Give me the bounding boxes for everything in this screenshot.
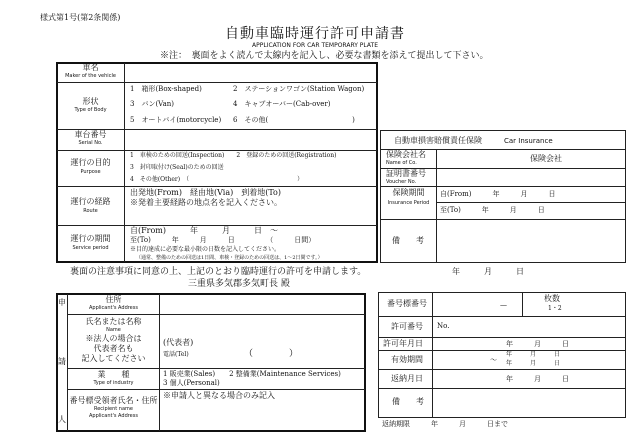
valid-period-label: 有効期間 (391, 355, 423, 364)
voucher-label: 証明書番号 (386, 169, 426, 178)
body-option-1[interactable]: 1 箱形(Box-shaped) (130, 85, 202, 93)
insurance-company-label-en: Name of Co. (386, 160, 417, 166)
period-label-en: Service period (72, 245, 109, 251)
industry-option-1-2[interactable]: 1 販売業(Sales) 2 整備業(Maintenance Services) (163, 370, 341, 378)
insurance-header-en: Car Insurance (504, 137, 553, 145)
body-type-label: 形状 (82, 97, 99, 106)
representative-label: (代表者) (163, 338, 194, 347)
insurance-remarks-label: 備 考 (392, 236, 424, 245)
body-option-4[interactable]: 4 キャブオーバー(Cab-over) (233, 100, 331, 108)
route-note: ※発着主要経路の地点名を記入ください。 (130, 198, 282, 207)
agreement-text: 裏面の注意事項に同意の上、上記のとおり臨時運行の許可を申請します。 (70, 267, 367, 277)
application-date[interactable]: 年 月 日 (452, 267, 524, 276)
phone-parens[interactable]: （ ） (244, 349, 299, 359)
serial-label-en: Serial No. (78, 140, 103, 146)
vehicle-name-field[interactable] (126, 64, 376, 81)
body-type-label-en: Type of Body (74, 107, 107, 113)
serial-field[interactable] (126, 131, 376, 149)
subtitle-en: APPLICATION FOR CAR TEMPORARY PLATE (251, 42, 378, 49)
insurance-company-label: 保険会社名 (386, 150, 426, 159)
body-option-6[interactable]: 6 その他( ) (233, 116, 355, 124)
sheets-label: 枚数 (544, 294, 560, 303)
sheets-value: 1・2 (548, 305, 562, 312)
name-note-1: ※法人の場合は (85, 334, 142, 343)
return-date-value: 年 月 日 (506, 375, 569, 383)
ins-period-label: 保険期間 (392, 188, 425, 197)
recipient-note: ※申請人と異なる場合のみ記入 (163, 391, 275, 400)
permit-date-label: 許可年月日 (383, 339, 423, 348)
ins-period-label-en: Insurance Period (387, 200, 430, 206)
vehicle-name-label: 車名 (82, 63, 99, 72)
name-note-3: 記入してください (81, 354, 146, 363)
serial-label: 車台番号 (74, 130, 107, 139)
body-option-3[interactable]: 3 バン(Van) (130, 100, 175, 108)
ins-period-to[interactable]: 至(To) 年 月 日 (440, 206, 545, 214)
applicant-side-char-1: 申 (58, 298, 66, 307)
return-deadline: 返納期限 年 月 日まで (382, 420, 508, 428)
page-title: 自動車臨時運行許可申請書 (225, 26, 405, 42)
addressee: 三重県多気郡多気町長 殿 (188, 279, 290, 289)
industry-option-3[interactable]: 3 個人(Personal) (163, 379, 220, 387)
valid-to: 年 月 日 (506, 360, 561, 367)
purpose-label-en: Purpose (80, 169, 101, 175)
voucher-field[interactable] (438, 170, 624, 185)
purpose-option-1-2[interactable]: 1 車検のための回送(Inspection) 2 登録のための回送(Registration) (130, 152, 337, 159)
permit-number-label: 許可番号 (391, 322, 423, 331)
voucher-label-en: Voucher No. (386, 179, 417, 185)
recipient-label: 番号標受領者氏名・住所 (69, 396, 158, 405)
insurance-header: 自動車損害賠償責任保険 (394, 136, 482, 145)
period-from[interactable]: 自(From) 年 月 日 〜 (130, 226, 279, 235)
name-note-2: 代表者名も (93, 344, 134, 353)
instruction-note: ※注： 裏面をよく読んで太線内を記入し、必要な書類を添えて提出して下さい。 (160, 51, 489, 61)
purpose-label: 運行の目的 (70, 158, 111, 167)
permit-date-value: 年 月 日 (506, 340, 569, 348)
applicant-side-char-3: 人 (58, 415, 66, 424)
route-label: 運行の経路 (70, 197, 111, 206)
address-label-en: Applicant's Address (89, 305, 138, 311)
period-label: 運行の期間 (70, 234, 111, 243)
purpose-option-3[interactable]: 3 封印取付け(Seal)のための回送 (130, 164, 224, 171)
form-number: 様式第1号(第2条関係) (40, 13, 121, 22)
address-field[interactable] (161, 296, 364, 313)
route-label-en: Route (83, 208, 98, 214)
industry-label: 業 種 (97, 370, 130, 379)
permit-number-value: No. (437, 322, 450, 330)
period-note-1: ※目的達成に必要な最小限の日数を記入してください。 (130, 246, 281, 253)
body-option-2[interactable]: 2 ステーションワゴン(Station Wagon) (233, 85, 365, 93)
purpose-option-4[interactable]: 4 その他(Other) （ ） (130, 176, 304, 183)
phone-label: 電話(Tel) (163, 351, 189, 358)
insurance-company-suffix[interactable]: 保険会社 (530, 154, 562, 163)
name-label-en: Name (106, 327, 121, 333)
applicant-side-char-2: 請 (58, 357, 66, 366)
name-label: 氏名または名称 (85, 317, 142, 326)
ins-period-from[interactable]: 自(From) 年 月 日 (440, 190, 556, 198)
recipient-label-en-2: Applicant's Address (89, 413, 138, 419)
period-note-2: （通常、整備のための回送は1日間、車検・登録のための回送は、1～2日間です。） (136, 255, 323, 261)
return-date-label: 返納月日 (391, 374, 423, 383)
body-option-5[interactable]: 5 オートバイ(motorcycle) (130, 116, 222, 124)
plate-number-dash: — (500, 301, 507, 309)
plate-number-label: 番号標番号 (387, 299, 427, 308)
route-header: 出発地(From) 経由地(Via) 到着地(To) (130, 188, 281, 197)
office-remarks-label: 備 考 (392, 397, 424, 406)
vehicle-name-label-en: Maker of the vehicle (65, 73, 116, 79)
industry-label-en: Type of industry (93, 380, 134, 386)
valid-from: 年 月 日 (506, 351, 561, 358)
recipient-label-en-1: Recipient name (93, 406, 133, 412)
address-label: 住所 (105, 295, 122, 304)
period-to[interactable]: 至(To) 年 月 日 （ 日間） (130, 236, 316, 244)
valid-tilde: 〜 (490, 356, 497, 364)
